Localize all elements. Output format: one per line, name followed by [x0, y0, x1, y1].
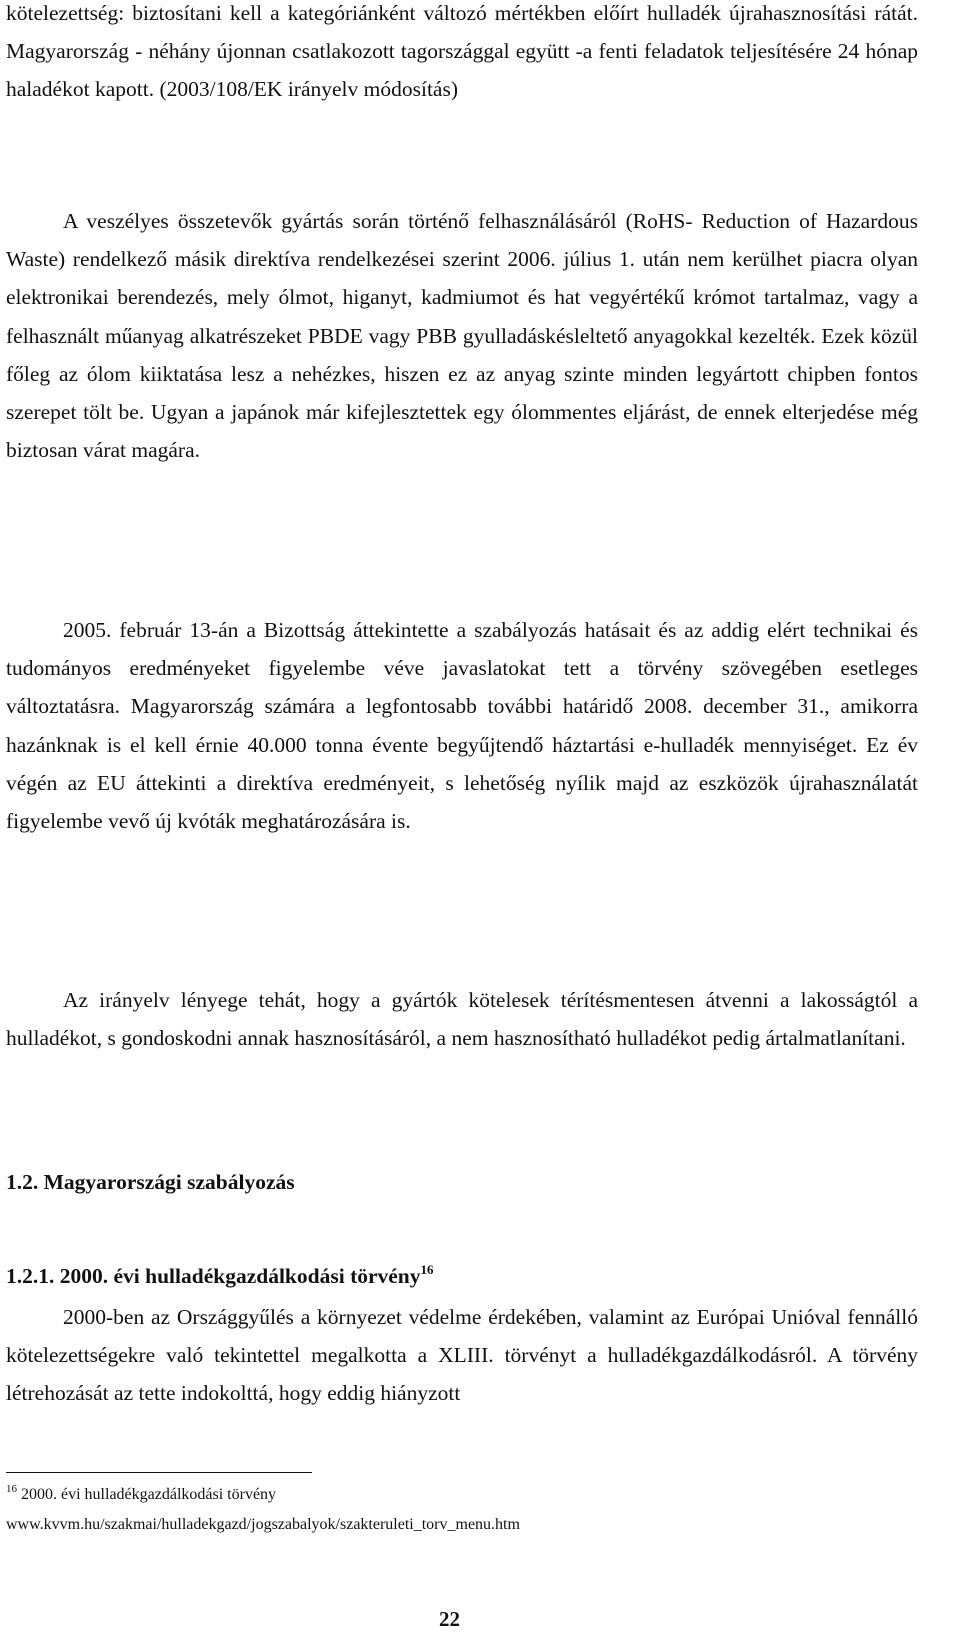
- section-heading-text: 1.2. Magyarországi szabályozás: [6, 1170, 295, 1194]
- paragraph-weee-obligations: kötelezettség: biztosítani kell a kategóriánként változó mértékben előírt hulladék újrahasznosítási rátát. Magyarország - néhány újonnan csatlakozott tagországgal együtt -a fenti feladatok teljesítésére 24 hónap haladékot kapott. (2003/108/EK irányelv módosítás): [6, 1, 918, 102]
- paragraph-rohs-directive: A veszélyes összetevők gyártás során történő felhasználásáról (RoHS- Reduction of Hazardous Waste) rendelkező másik direktíva rendelkezései szerint 2006. július 1. után nem kerülhet piacra olyan elektronikai berendezés, mely ólmot, higanyt, kadmiumot és hat vegyértékű krómot tartalmaz, vagy a felhasznált műanyag alkatrészeket PBDE vagy PBB gyulladáskésleltető anyagokkal kezelték. Ezek közül főleg az ólom kiiktatása lesz a nehézkes, hiszen ez az anyag szinte minden legyártott chipben fontos szerepet tölt be. Ugyan a japánok már kifejlesztettek egy ólommentes eljárást, de ennek elterjedése még biztosan várat magára.: [6, 209, 918, 463]
- footnote-title-line: [6, 1483, 276, 1504]
- footnote-url[interactable]: www.kvvm.hu/szakmai/hulladekgazd/jogszabalyok/szakteruleti_torv_menu.htm: [6, 1516, 520, 1533]
- footnote-reference[interactable]: 16: [420, 1262, 434, 1277]
- footnote-divider: [6, 1472, 312, 1473]
- page-number: 22: [439, 1607, 460, 1631]
- paragraph-waste-law-2000: 2000-ben az Országgyűlés a környezet védelme érdekében, valamint az Európai Unióval fennálló kötelezettségekre való tekintettel megalkotta a XLIII. törvényt a hulladékgazdálkodásról. A törvény létrehozását az tette indokolttá, hogy eddig hiányzott: [6, 1305, 918, 1406]
- subsection-heading-text: 1.2.1. 2000. évi hulladékgazdálkodási törvény: [6, 1264, 421, 1288]
- section-heading: [6, 1170, 295, 1195]
- footnote-title: 2000. évi hulladékgazdálkodási törvény: [17, 1486, 277, 1503]
- paragraph-directive-essence: Az irányelv lényege tehát, hogy a gyártók kötelesek térítésmentesen átvenni a lakosságtól a hulladékot, s gondoskodni annak hasznosításáról, a nem hasznosítható hulladékot pedig ártalmatlanítani.: [6, 988, 918, 1051]
- subsection-heading: [6, 1262, 434, 1289]
- paragraph-2005-review: 2005. február 13-án a Bizottság áttekintette a szabályozás hatásait és az addig elért technikai és tudományos eredményeket figyelembe véve javaslatokat tett a törvény szövegében esetleges változtatásra. Magyarország számára a legfontosabb további határidő 2008. december 31., amikorra hazánknak is el kell érnie 40.000 tonna évente begyűjtendő háztartási e-hulladék mennyiséget. Ez év végén az EU áttekinti a direktíva eredményeit, s lehetőség nyílik majd az eszközök újrahasználatát figyelembe vevő új kvóták meghatározására is.: [6, 618, 918, 834]
- footnote-marker: 16: [6, 1483, 17, 1495]
